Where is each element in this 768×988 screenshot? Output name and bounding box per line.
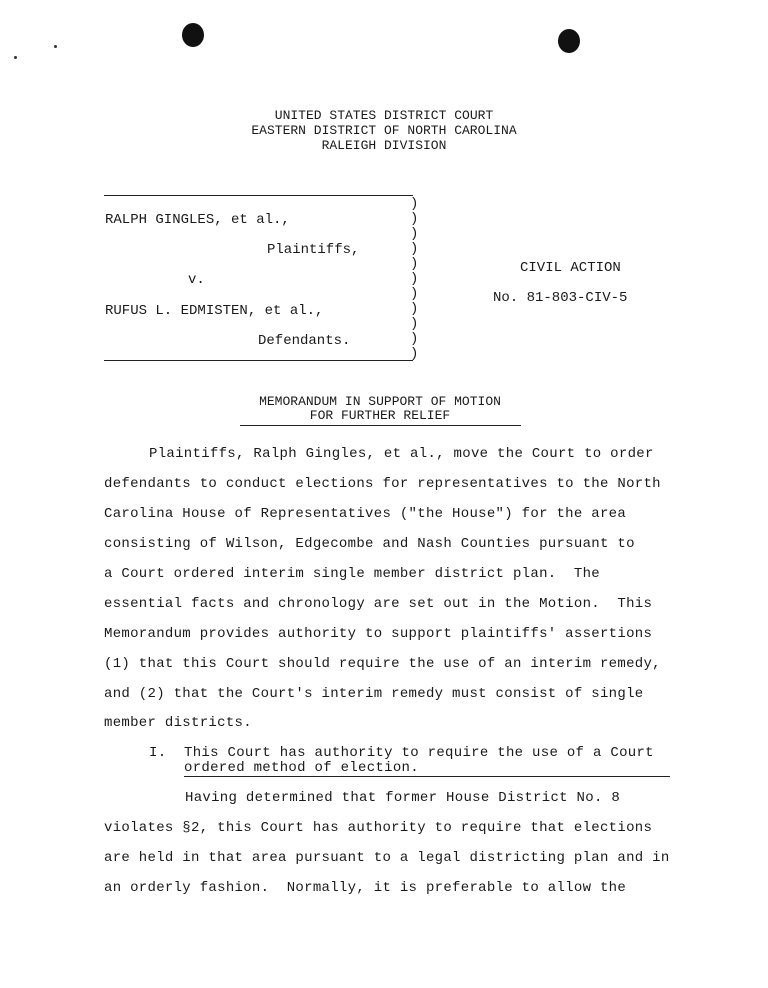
court-district: EASTERN DISTRICT OF NORTH CAROLINA xyxy=(251,123,517,138)
intro-line: and (2) that the Court's interim remedy must consist of single xyxy=(104,686,644,702)
plaintiff-name: RALPH GINGLES, et al., xyxy=(105,212,290,228)
intro-line: defendants to conduct elections for representatives to the North xyxy=(104,476,661,492)
caption-paren: ) xyxy=(410,331,419,347)
memo-title-line1: MEMORANDUM IN SUPPORT OF MOTION xyxy=(259,394,501,409)
caption-paren: ) xyxy=(410,196,419,212)
punch-hole-left xyxy=(182,23,204,47)
intro-line: a Court ordered interim single member district plan. The xyxy=(104,566,600,582)
caption-paren: ) xyxy=(410,346,419,362)
section-line: Having determined that former House District No. 8 xyxy=(185,790,621,806)
court-name: UNITED STATES DISTRICT COURT xyxy=(274,108,494,123)
section-line: are held in that area pursuant to a legal districting plan and in xyxy=(104,850,670,866)
caption-paren: ) xyxy=(410,271,419,287)
intro-line: Plaintiffs, Ralph Gingles, et al., move the Court to order xyxy=(149,446,654,462)
caption-paren: ) xyxy=(410,316,419,332)
caption-paren: ) xyxy=(410,286,419,302)
intro-line: (1) that this Court should require the use of an interim remedy, xyxy=(104,656,661,672)
versus: v. xyxy=(188,272,205,288)
section-line: an orderly fashion. Normally, it is preferable to allow the xyxy=(104,880,627,896)
memo-title-line2: FOR FURTHER RELIEF xyxy=(309,408,451,423)
section-numeral: I. xyxy=(149,745,167,761)
defendant-name: RUFUS L. EDMISTEN, et al., xyxy=(105,303,324,319)
court-division: RALEIGH DIVISION xyxy=(321,138,447,153)
intro-line: Memorandum provides authority to support plaintiffs' assertions xyxy=(104,626,653,642)
civil-action-label: CIVIL ACTION xyxy=(520,260,621,276)
defendant-role: Defendants. xyxy=(258,333,351,349)
caption-paren: ) xyxy=(410,241,419,257)
case-number: No. 81-803-CIV-5 xyxy=(493,290,628,306)
section-heading-underline xyxy=(184,776,670,777)
section-heading-line1: This Court has authority to require the use of a Court xyxy=(184,745,654,761)
caption-paren: ) xyxy=(410,211,419,227)
caption-top-rule xyxy=(104,195,413,196)
speck xyxy=(54,45,57,48)
plaintiff-role: Plaintiffs, xyxy=(267,242,360,258)
speck xyxy=(14,56,17,59)
section-line: violates §2, this Court has authority to require that elections xyxy=(104,820,653,836)
intro-line: consisting of Wilson, Edgecombe and Nash Counties pursuant to xyxy=(104,536,635,552)
caption-paren: ) xyxy=(410,226,419,242)
caption-paren: ) xyxy=(410,256,419,272)
memo-title-underline xyxy=(240,425,521,426)
intro-line: Carolina House of Representatives ("the House") for the area xyxy=(104,506,627,522)
intro-line: essential facts and chronology are set out in the Motion. This xyxy=(104,596,653,612)
section-heading-line2: ordered method of election. xyxy=(184,760,419,776)
intro-line: member districts. xyxy=(104,715,252,731)
punch-hole-right xyxy=(558,29,580,53)
caption-paren: ) xyxy=(410,301,419,317)
caption-bottom-rule xyxy=(104,360,413,361)
